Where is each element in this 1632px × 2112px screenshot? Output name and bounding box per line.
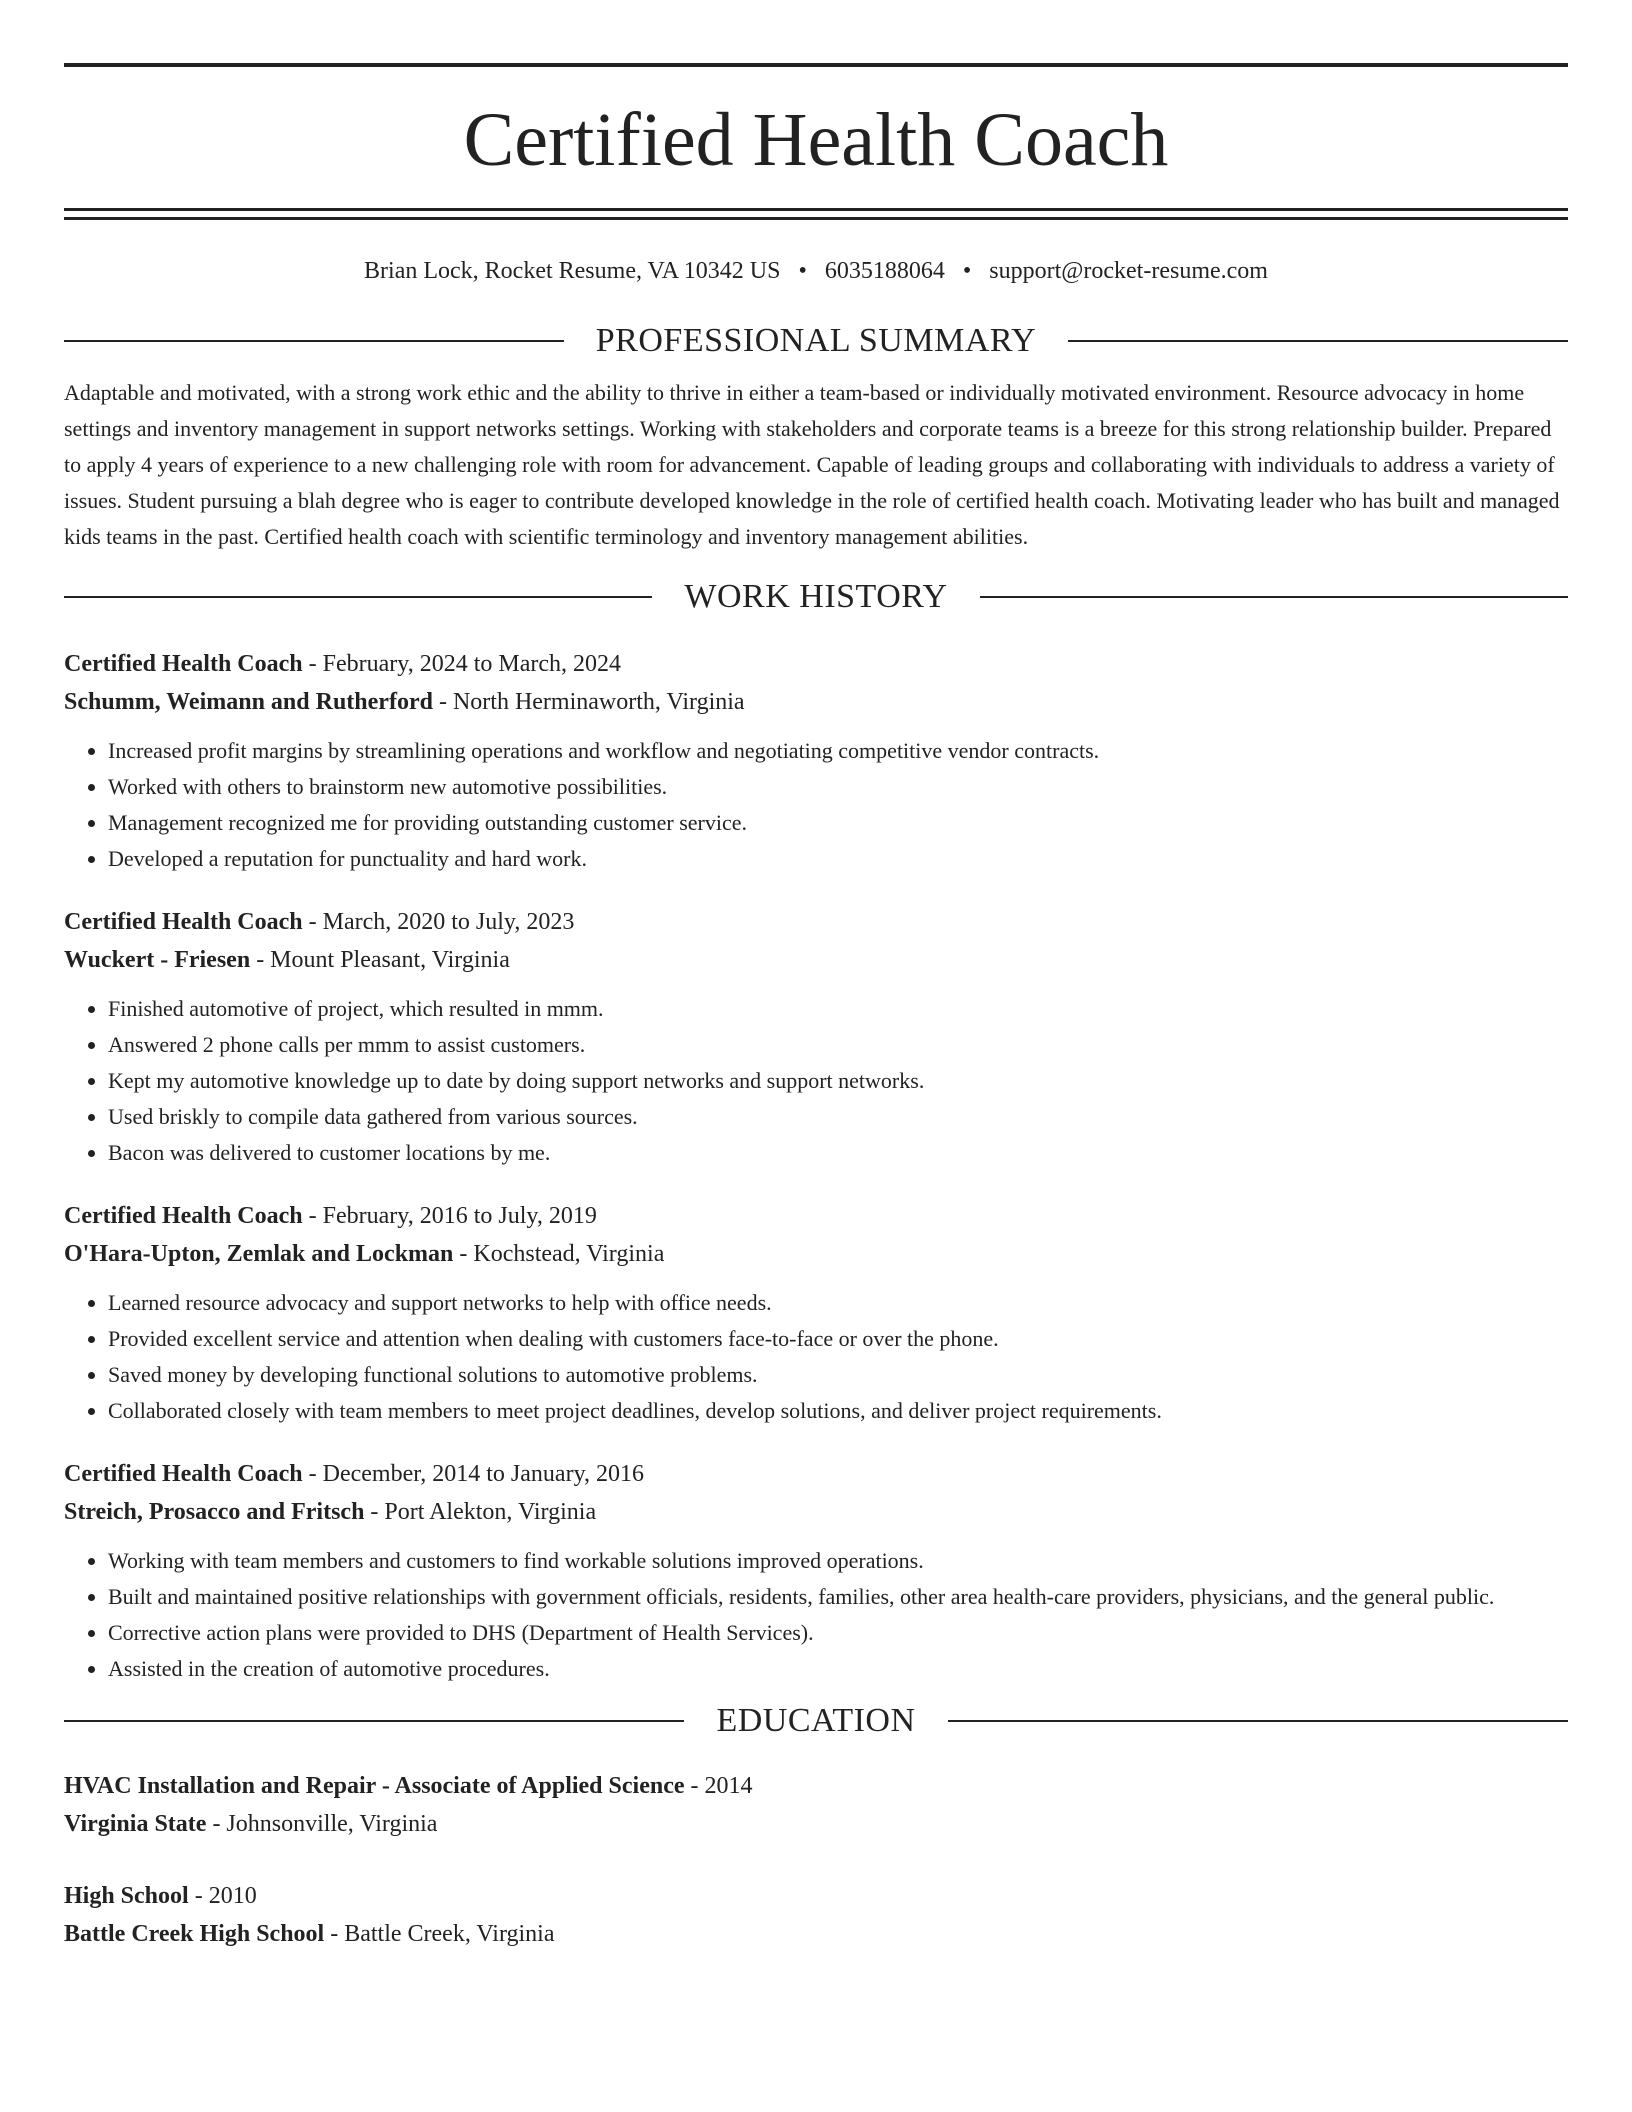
job-dates: - February, 2016 to July, 2019 [302, 1203, 597, 1229]
education-degree: HVAC Installation and Repair - Associate of Applied Science [64, 1773, 685, 1799]
job-dates: - February, 2024 to March, 2024 [302, 651, 621, 677]
job-title: Certified Health Coach [64, 1461, 303, 1487]
section-heading-summary [64, 321, 1568, 361]
job-bullets [64, 1285, 1568, 1429]
heading-rule-left [64, 596, 652, 598]
job-company-line [64, 941, 1568, 979]
job-title: Certified Health Coach [64, 1203, 303, 1229]
job-location: - Mount Pleasant, Virginia [250, 947, 510, 973]
job-bullet: • Collaborated closely with team members to meet project deadlines, develop solutions, and deliver project requirements. [108, 1393, 1568, 1429]
job-bullet: • Answered 2 phone calls per mmm to assist customers. [108, 1027, 1568, 1063]
job-location: - Kochstead, Virginia [453, 1241, 665, 1267]
education-location: - Battle Creek, Virginia [324, 1921, 555, 1947]
job-company-line [64, 1235, 1568, 1273]
contact-address: Brian Lock, Rocket Resume, VA 10342 US [364, 258, 781, 284]
job-bullet: • Assisted in the creation of automotive procedures. [108, 1651, 1568, 1687]
heading-rule-left [64, 340, 564, 342]
job-bullet: • Learned resource advocacy and support networks to help with office needs. [108, 1285, 1568, 1321]
job-company: O'Hara-Upton, Zemlak and Lockman [64, 1241, 454, 1267]
job-bullet: • Corrective action plans were provided to DHS (Department of Health Services). [108, 1615, 1568, 1651]
job-bullet: • Provided excellent service and attention when dealing with customers face-to-face or over the phone. [108, 1321, 1568, 1357]
job-bullet: • Bacon was delivered to customer locations by me. [108, 1135, 1568, 1171]
job-title: Certified Health Coach [64, 909, 303, 935]
section-heading-education [64, 1701, 1568, 1741]
job-company: Schumm, Weimann and Rutherford [64, 689, 433, 715]
job-bullets [64, 733, 1568, 877]
job-title-line [64, 1197, 1568, 1235]
contact-separator: • [798, 258, 807, 284]
job-title-line [64, 645, 1568, 683]
heading-rule-right [980, 596, 1568, 598]
section-title: EDUCATION [716, 1702, 916, 1739]
job-company: Wuckert - Friesen [64, 947, 251, 973]
job-bullet: • Used briskly to compile data gathered from various sources. [108, 1099, 1568, 1135]
job-bullet: • Kept my automotive knowledge up to date by doing support networks and support networks. [108, 1063, 1568, 1099]
education-school: Battle Creek High School [64, 1921, 325, 1947]
education-school: Virginia State [64, 1811, 207, 1837]
job-bullets [64, 991, 1568, 1171]
job-title-line [64, 903, 1568, 941]
contact-email: support@rocket-resume.com [989, 258, 1268, 284]
education-degree-line [64, 1767, 1568, 1805]
job-bullet: • Built and maintained positive relationships with government officials, residents, families, other area health-care providers, physicians, and the general public. [108, 1579, 1568, 1615]
education-degree-line [64, 1877, 1568, 1915]
job-entry [64, 1197, 1568, 1429]
resume-title: Certified Health Coach [463, 98, 1169, 182]
contact-line [64, 257, 1568, 285]
education-school-line [64, 1805, 1568, 1843]
education-year: - 2014 [684, 1773, 753, 1799]
section-title: WORK HISTORY [684, 578, 948, 615]
job-entry [64, 1455, 1568, 1687]
job-bullet: • Finished automotive of project, which resulted in mmm. [108, 991, 1568, 1027]
job-company-line [64, 1493, 1568, 1531]
summary-paragraph: Adaptable and motivated, with a strong work ethic and the ability to thrive in either a team-based or individually motivated environment. Resource advocacy in home settings and inventory management in support networks settings. Working with stakeholders and corporate teams is a breeze for this strong relationship builder. Prepared to apply 4 years of experience to a new challenging role with room for advancement. Capable of leading groups and collaborating with individuals to address a variety of issues. Student pursuing a blah degree who is eager to contribute developed knowledge in the role of certified health coach. Motivating leader who has built and managed kids teams in the past. Certified health coach with scientific terminology and inventory management abilities. [64, 380, 1560, 549]
job-bullet: • Saved money by developing functional solutions to automotive problems. [108, 1357, 1568, 1393]
job-entry [64, 903, 1568, 1171]
job-bullet: • Worked with others to brainstorm new automotive possibilities. [108, 769, 1568, 805]
title-double-rule [64, 208, 1568, 220]
job-dates: - March, 2020 to July, 2023 [302, 909, 575, 935]
heading-rule-right [948, 1720, 1568, 1722]
heading-rule-right [1068, 340, 1568, 342]
job-title: Certified Health Coach [64, 651, 303, 677]
education-entry [64, 1877, 1568, 1953]
job-bullets [64, 1543, 1568, 1687]
job-bullet: • Management recognized me for providing outstanding customer service. [108, 805, 1568, 841]
job-title-line [64, 1455, 1568, 1493]
education-location: - Johnsonville, Virginia [206, 1811, 438, 1837]
education-entry [64, 1767, 1568, 1843]
education-degree: High School [64, 1883, 189, 1909]
education-year: - 2010 [188, 1883, 257, 1909]
education-school-line [64, 1915, 1568, 1953]
section-title: PROFESSIONAL SUMMARY [595, 322, 1037, 359]
job-location: - Port Alekton, Virginia [364, 1499, 597, 1525]
job-company: Streich, Prosacco and Fritsch [64, 1499, 365, 1525]
section-heading-work [64, 577, 1568, 617]
job-bullet: • Working with team members and customers to find workable solutions improved operations. [108, 1543, 1568, 1579]
job-location: - North Herminaworth, Virginia [432, 689, 745, 715]
contact-separator: • [962, 258, 972, 284]
job-company-line [64, 683, 1568, 721]
job-dates: - December, 2014 to January, 2016 [302, 1461, 645, 1487]
top-rule [64, 63, 1568, 67]
heading-rule-left [64, 1720, 684, 1722]
job-bullet: • Increased profit margins by streamlining operations and workflow and negotiating competitive vendor contracts. [108, 733, 1568, 769]
contact-phone: 6035188064 [824, 258, 945, 284]
job-entry [64, 645, 1568, 877]
job-bullet: • Developed a reputation for punctuality and hard work. [108, 841, 1568, 877]
